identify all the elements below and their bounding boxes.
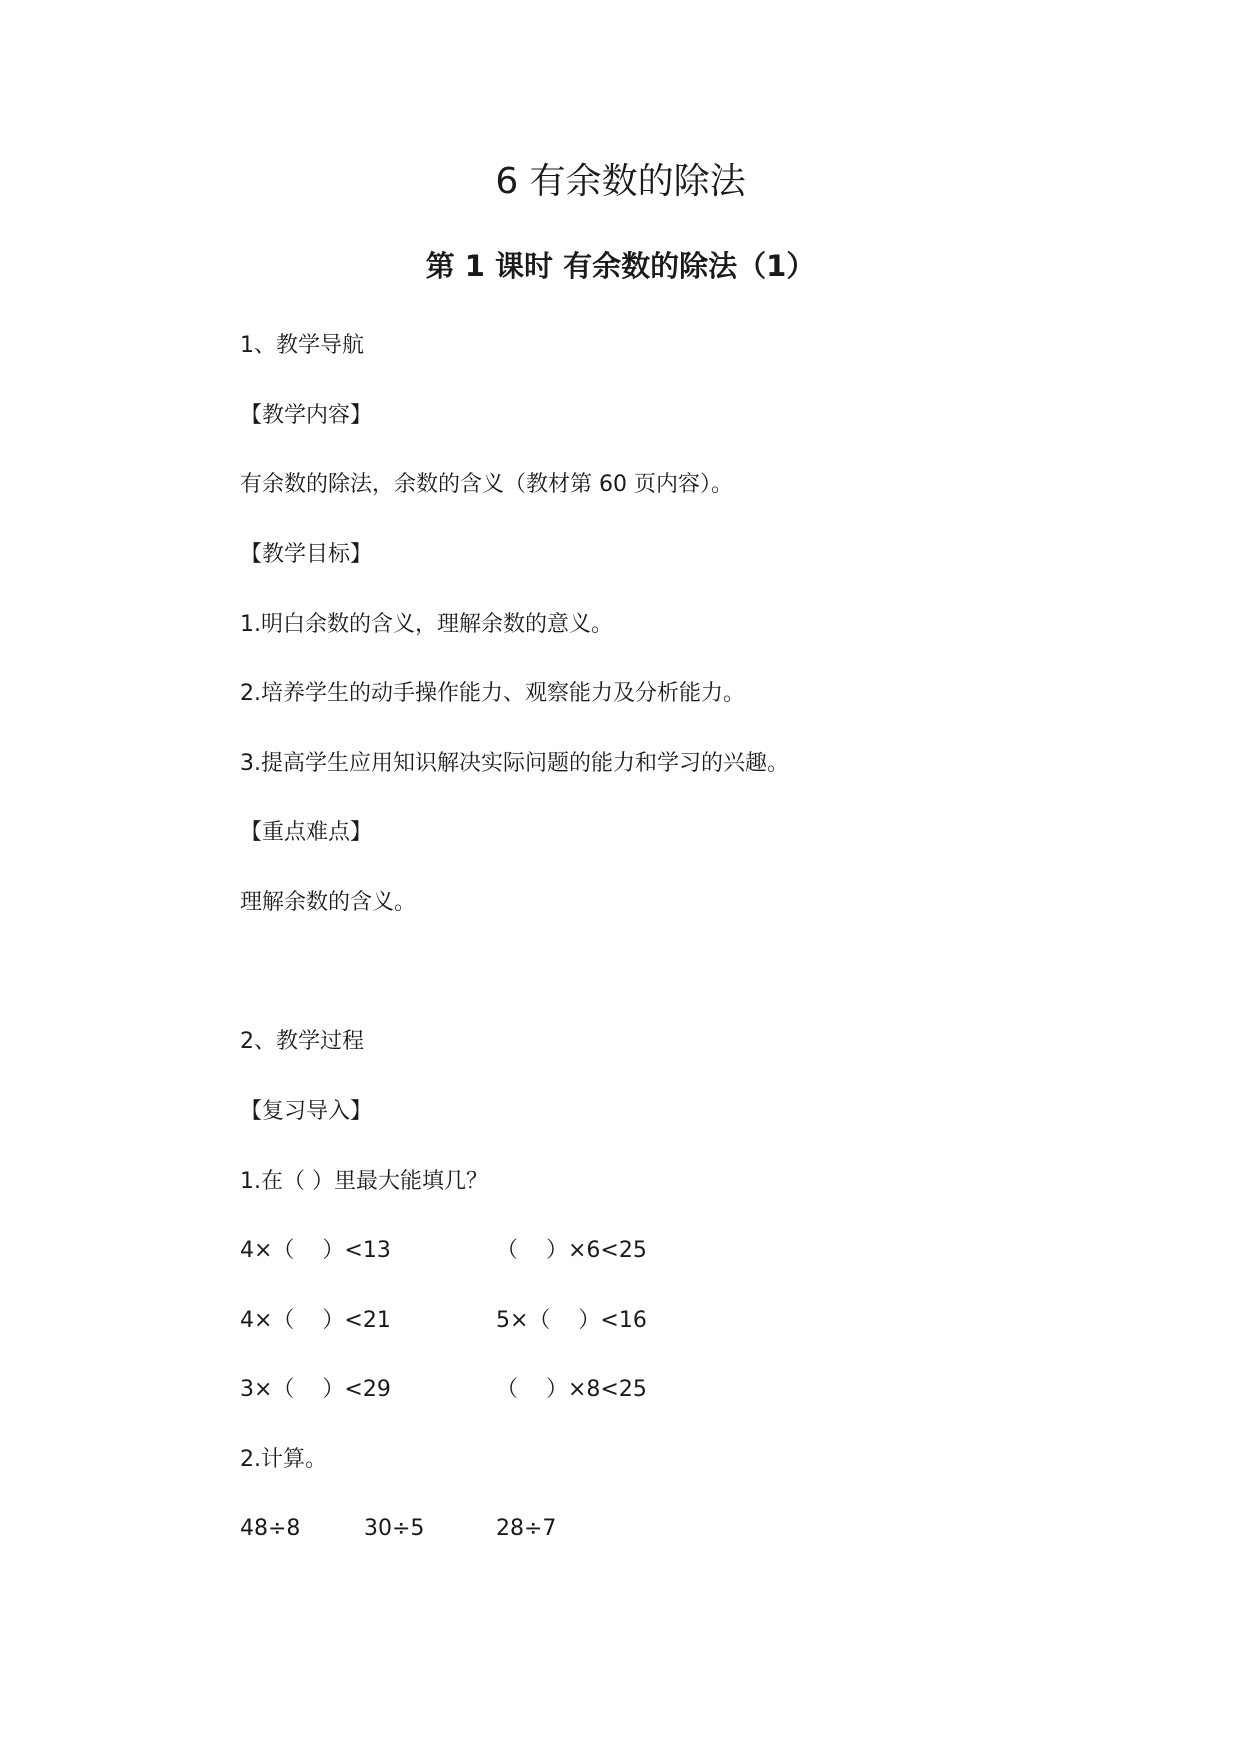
content-heading: 【教学内容】 <box>240 403 373 428</box>
goal-item: 2.培养学生的动手操作能力、观察能力及分析能力。 <box>240 681 745 706</box>
key-points-heading: 【重点难点】 <box>240 820 373 845</box>
fill-blank-item: （ ）×8<25 <box>496 1377 647 1402</box>
section-heading-navigation: 1、教学导航 <box>240 333 364 358</box>
question-2-label: 2.计算。 <box>240 1447 327 1472</box>
goals-heading: 【教学目标】 <box>240 542 373 567</box>
document-title: 6 有余数的除法 <box>495 161 746 202</box>
review-heading: 【复习导入】 <box>240 1099 373 1124</box>
calculation-item: 30÷5 <box>364 1516 425 1541</box>
goal-item: 3.提高学生应用知识解决实际问题的能力和学习的兴趣。 <box>240 751 789 776</box>
key-points-text: 理解余数的含义。 <box>240 890 417 915</box>
fill-blank-item: 4×（ ）<21 <box>240 1308 391 1333</box>
calculation-item: 48÷8 <box>240 1516 301 1541</box>
goal-item: 1.明白余数的含义，理解余数的意义。 <box>240 612 613 637</box>
section-heading-process: 2、教学过程 <box>240 1029 364 1054</box>
fill-blank-item: 4×（ ）<13 <box>240 1238 391 1263</box>
fill-blank-item: 5×（ ）<16 <box>496 1308 647 1333</box>
fill-blank-item: 3×（ ）<29 <box>240 1377 391 1402</box>
fill-blank-item: （ ）×6<25 <box>496 1238 647 1263</box>
content-text: 有余数的除法，余数的含义（教材第 60 页内容）。 <box>240 472 733 497</box>
question-1-label: 1.在（ ）里最大能填几？ <box>240 1169 488 1194</box>
calculation-item: 28÷7 <box>496 1516 557 1541</box>
lesson-subtitle: 第 1 课时 有余数的除法（1） <box>425 249 816 283</box>
